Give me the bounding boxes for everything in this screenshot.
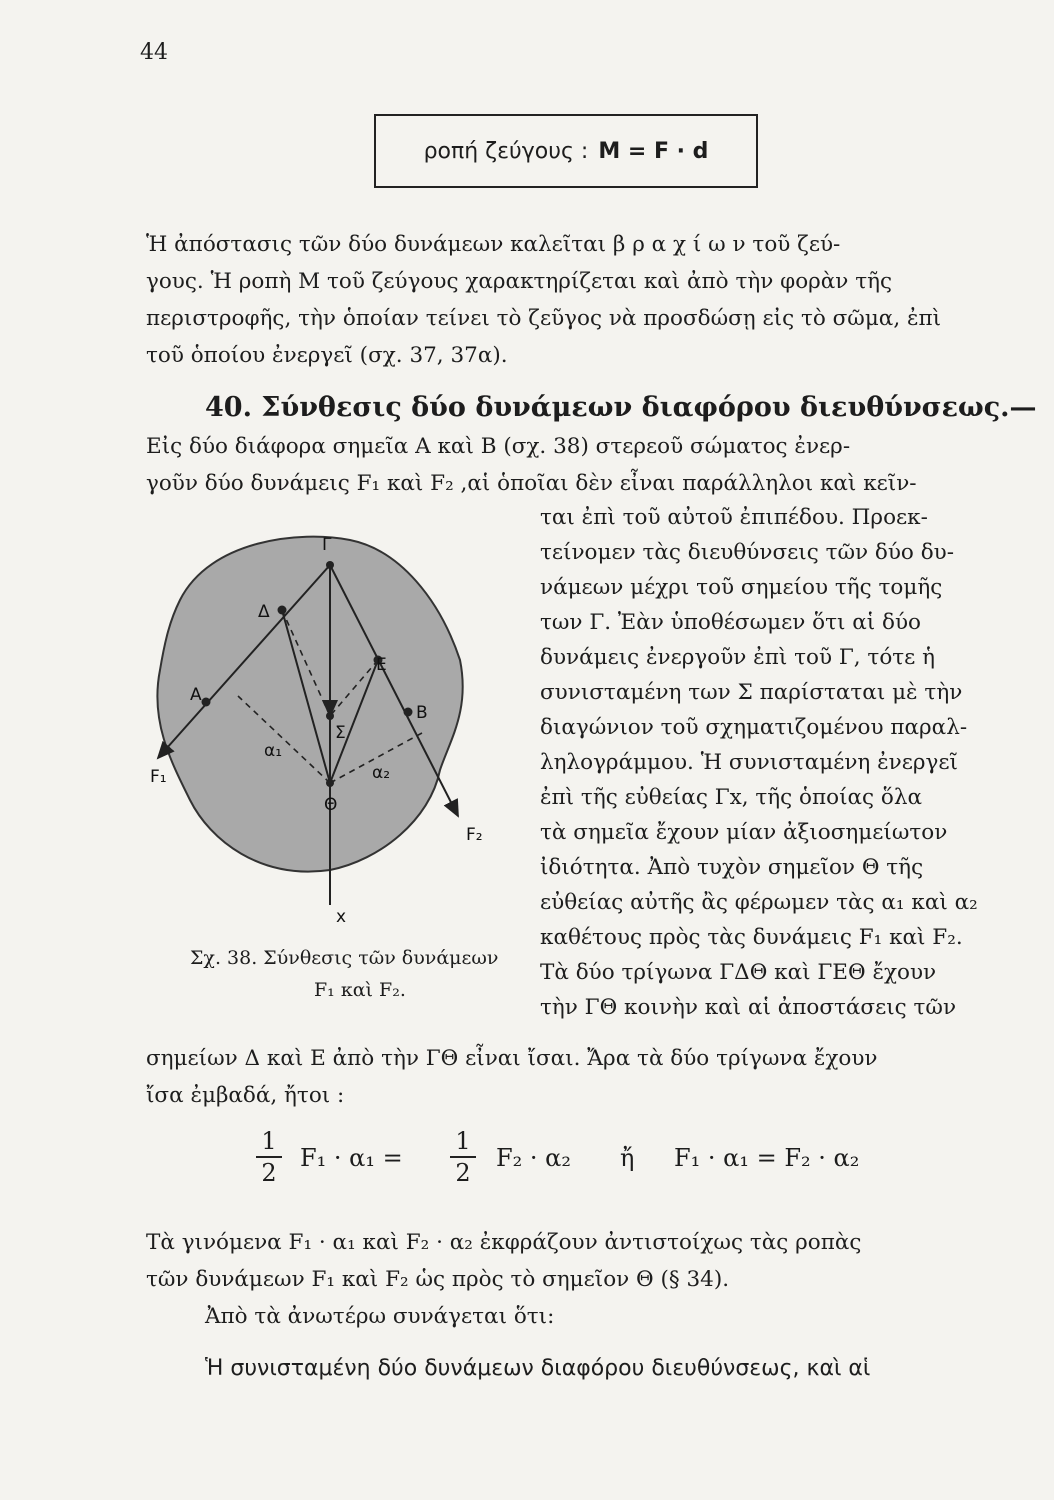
text-line: γους. Ἡ ροπὴ M τοῦ ζεύγους χαρακτηρίζεται καὶ ἀπὸ τὴν φορὰν τῆς — [146, 269, 893, 294]
equation-left-term: F₁ · α₁ = — [300, 1144, 403, 1172]
text-line: εὐθείας αὐτῆς ἂς φέρωμεν τὰς α₁ καὶ α₂ — [540, 890, 978, 915]
text-line: ἰδιότητα. Ἀπὸ τυχὸν σημεῖον Θ τῆς — [540, 855, 924, 880]
fraction-denominator: 2 — [261, 1159, 277, 1187]
label-a: A — [190, 685, 202, 705]
text-line: τὴν ΓΘ κοινὴν καὶ αἱ ἀποστάσεις τῶν — [540, 995, 957, 1020]
text-line: δυνάμεις ἐνεργοῦν ἐπὶ τοῦ Γ, τότε ἡ — [540, 645, 936, 670]
paragraph-triangles — [146, 1040, 1010, 1114]
point-gamma — [326, 561, 334, 569]
moment-equation — [250, 1126, 1030, 1196]
fraction-half — [450, 1126, 476, 1188]
text-line: τὰ σημεῖα ἔχουν μίαν ἀξιοσημείωτον — [540, 820, 948, 845]
label-b: B — [416, 703, 428, 723]
text-line: συνισταμένη των Σ παρίσταται μὲ τὴν — [540, 680, 963, 705]
text-line: τῶν δυνάμεων F₁ καὶ F₂ ὡς πρὸς τὸ σημεῖον Θ (§ 34). — [146, 1267, 730, 1292]
label-f2: F₂ — [466, 825, 483, 845]
text-line: Τὰ δύο τρίγωνα ΓΔΘ καὶ ΓΕΘ ἔχουν — [540, 960, 937, 985]
text-line: νάμεων μέχρι τοῦ σημείου τῆς τομῆς — [540, 575, 943, 600]
fraction-numerator: 1 — [450, 1126, 476, 1158]
label-theta: Θ — [324, 795, 338, 815]
formula-box — [374, 114, 758, 188]
figure-38 — [140, 520, 540, 940]
text-line: καθέτους πρὸς τὰς δυνάμεις F₁ καὶ F₂. — [540, 925, 963, 950]
text-line: ἐπὶ τῆς εὐθείας Γx, τῆς ὁποίας ὅλα — [540, 785, 922, 810]
page-number: 44 — [140, 40, 168, 65]
text-line: Ἡ συνισταμένη δύο δυνάμεων διαφόρου διευθύνσεως, καὶ αἱ — [205, 1356, 871, 1381]
text-line: ται ἐπὶ τοῦ αὐτοῦ ἐπιπέδου. Προεκ- — [540, 505, 928, 530]
text-line: ἴσα ἐμβαδά, ἤτοι : — [146, 1083, 345, 1108]
point-b — [404, 708, 413, 717]
label-gamma: Γ — [322, 535, 332, 555]
text-line: Ἀπὸ τὰ ἀνωτέρω συνάγεται ὅτι: — [205, 1304, 555, 1329]
fraction-numerator: 1 — [256, 1126, 282, 1158]
formula-expression: M = F · d — [598, 138, 709, 164]
paragraph-rule — [205, 1350, 1005, 1387]
text-line: Ἡ ἀπόστασις τῶν δύο δυνάμεων καλεῖται β ρ α χ ί ω ν τοῦ ζεύ- — [146, 232, 841, 257]
fraction-denominator: 2 — [455, 1159, 471, 1187]
label-sigma: Σ — [335, 723, 346, 743]
text-line: Εἰς δύο διάφορα σημεῖα A καὶ B (σχ. 38) στερεοῦ σώματος ἐνερ- — [146, 434, 851, 459]
equation-or: ἤ — [620, 1144, 635, 1172]
label-a1: α₁ — [264, 741, 283, 761]
fraction-half — [256, 1126, 282, 1188]
text-line: σημείων Δ καὶ E ἀπὸ τὴν ΓΘ εἶναι ἴσαι. Ἄρα τὰ δύο τρίγωνα ἔχουν — [146, 1046, 878, 1071]
label-a2: α₂ — [372, 763, 391, 783]
paragraph-intro — [146, 428, 1010, 502]
text-line: ληλογράμμου. Ἡ συνισταμένη ἐνεργεῖ — [540, 750, 958, 775]
formula-label: ροπή ζεύγους : — [423, 138, 589, 164]
text-line: διαγώνιον τοῦ σχηματιζομένου παραλ- — [540, 715, 968, 740]
figure-caption — [190, 942, 498, 1006]
text-line: τοῦ ὁποίου ἐνεργεῖ (σχ. 37, 37α). — [146, 343, 508, 368]
paragraph-brachion — [146, 226, 1010, 374]
point-sigma — [326, 712, 334, 720]
section-heading: 40. Σύνθεσις δύο δυνάμεων διαφόρου διευθύνσεως.— — [205, 392, 1037, 423]
text-line: των Γ. Ἐὰν ὑποθέσωμεν ὅτι αἱ δύο — [540, 610, 921, 635]
label-e: E — [376, 655, 387, 675]
caption-line: F₁ καὶ F₂. — [314, 979, 406, 1001]
point-theta — [326, 779, 334, 787]
label-f1: F₁ — [150, 767, 167, 787]
caption-line: Σχ. 38. Σύνθεσις τῶν δυνάμεων — [190, 947, 499, 969]
point-a — [202, 698, 211, 707]
point-delta — [278, 606, 287, 615]
paragraph-conclusion-intro — [205, 1298, 1005, 1335]
label-delta: Δ — [258, 602, 270, 622]
equation-final: F₁ · α₁ = F₂ · α₂ — [674, 1144, 860, 1172]
text-line: Τὰ γινόμενα F₁ · α₁ καὶ F₂ · α₂ ἐκφράζουν ἀντιστοίχως τὰς ροπὰς — [146, 1230, 862, 1255]
label-x: x — [336, 907, 347, 927]
text-line: γοῦν δύο δυνάμεις F₁ καὶ F₂ ,αἱ ὁποῖαι δὲν εἶναι παράλληλοι καὶ κεῖν- — [146, 471, 917, 496]
text-line: περιστροφῆς, τὴν ὁποίαν τείνει τὸ ζεῦγος νὰ προσδώσῃ εἰς τὸ σῶμα, ἐπὶ — [146, 306, 942, 331]
equation-right-term: F₂ · α₂ — [496, 1144, 571, 1172]
paragraph-products — [146, 1224, 1010, 1298]
text-line: τείνομεν τὰς διευθύνσεις τῶν δύο δυ- — [540, 540, 954, 565]
